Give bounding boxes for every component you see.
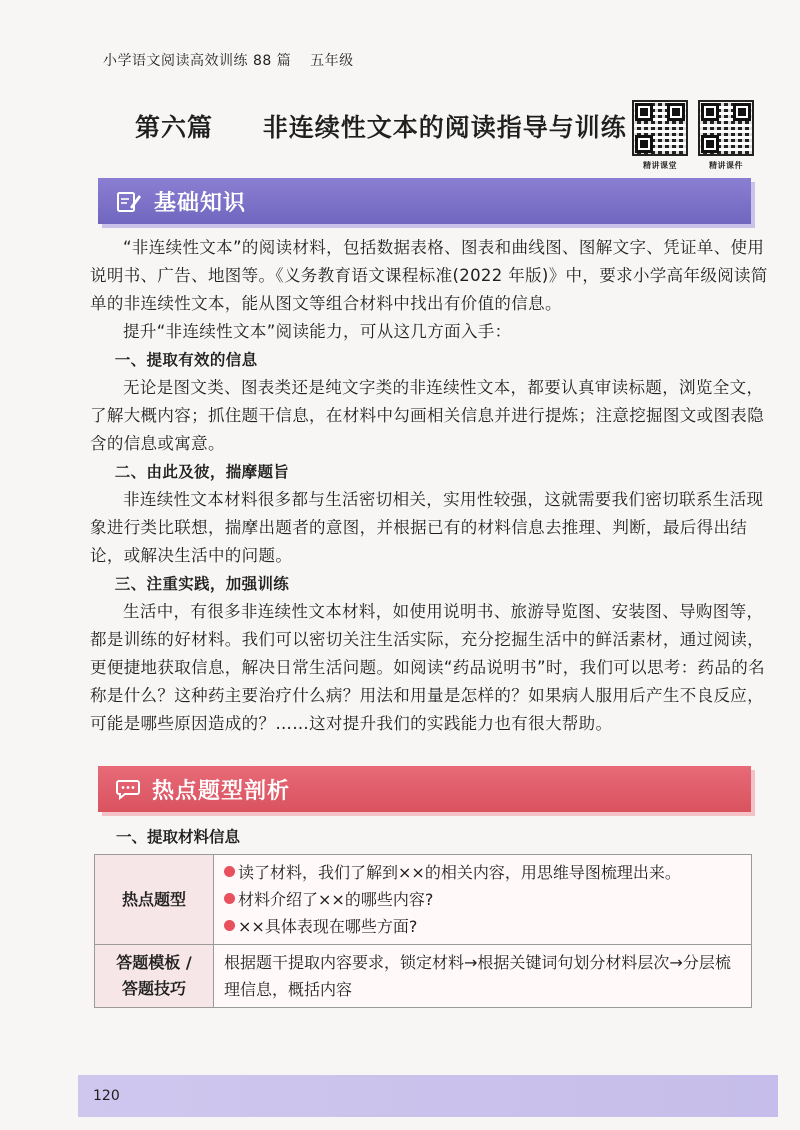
notepad-pencil-icon bbox=[116, 189, 142, 213]
list-item: 读了材料，我们了解到××的相关内容，用思维导图梳理出来。 bbox=[224, 859, 741, 886]
table-row bbox=[95, 855, 752, 945]
paragraph: 无论是图文类、图表类还是纯文字类的非连续性文本，都要认真审读标题，浏览全文，了解大概内容；抓住题干信息，在材料中勾画相关信息并进行提炼；注意挖掘图文或图表隐含的信息或寓意。 bbox=[90, 378, 764, 453]
list-item: 材料介绍了××的哪些内容? bbox=[224, 886, 741, 913]
paragraph: 生活中，有很多非连续性文本材料，如使用说明书、旅游导览图、安装图、导购图等，都是训练的好材料。我们可以密切关注生活实际，充分挖掘生活中的鲜活素材，通过阅读，更便捷地获取信息，解决日常生活问题。如阅读“药品说明书”时，我们可以思考：药品的名称是什么？这种药主要治疗什么病？用法和用量是怎样的？如果病人服用后产生不良反应，可能是哪些原因造成的？……这对提升我们的实践能力也有很大帮助。 bbox=[90, 602, 765, 733]
answer-template-cell: 根据题干提取内容要求，锁定材料→根据关键词句划分材料层次→分层梳理信息，概括内容 bbox=[214, 945, 752, 1008]
running-header bbox=[103, 50, 368, 70]
qr-caption: 精讲课件 bbox=[709, 161, 743, 170]
section-title: 热点题型剖析 bbox=[152, 778, 291, 804]
qr-code-lesson[interactable] bbox=[632, 100, 688, 171]
book-title: 小学语文阅读高效训练 88 篇 bbox=[103, 53, 292, 69]
subheading-extract-info: 一、提取材料信息 bbox=[116, 828, 241, 846]
bullet-dot-icon bbox=[224, 893, 235, 904]
section-banner-hot-topics bbox=[98, 766, 751, 812]
chapter-number: 第六篇 bbox=[135, 113, 214, 142]
qr-code-icon bbox=[632, 100, 688, 156]
list-item: ××具体表现在哪些方面? bbox=[224, 913, 741, 940]
chapter-name: 非连续性文本的阅读指导与训练 bbox=[262, 113, 627, 142]
section-title: 基础知识 bbox=[154, 190, 247, 216]
basic-knowledge-content bbox=[90, 234, 770, 738]
page-number: 120 bbox=[93, 1088, 120, 1104]
paragraph: “非连续性文本”的阅读材料，包括数据表格、图表和曲线图、图解文字、凭证单、使用说明书、广告、地图等。《义务教育语文课程标准(2022 年版)》中，要求小学高年级阅读简单的非连续性文本，能从图文等组合材料中找出有价值的信息。 bbox=[90, 238, 768, 313]
table-row bbox=[95, 945, 752, 1008]
subheading: 三、注重实践，加强训练 bbox=[114, 575, 290, 593]
paragraph: 非连续性文本材料很多都与生活密切相关，实用性较强，这就需要我们密切联系生活现象进行类比联想，揣摩出题者的意图，并根据已有的材料信息去推理、判断，最后得出结论，或解决生活中的问题。 bbox=[90, 490, 764, 565]
question-types-cell bbox=[214, 855, 752, 945]
hot-topic-table bbox=[94, 854, 752, 1008]
paragraph: 提升“非连续性文本”阅读能力，可从这几方面入手： bbox=[123, 322, 512, 341]
speech-bubble-icon bbox=[116, 778, 140, 800]
row-label: 答题模板 / 答题技巧 bbox=[95, 945, 214, 1008]
subheading: 一、提取有效的信息 bbox=[114, 351, 258, 369]
qr-code-icon bbox=[698, 100, 754, 156]
row-label: 热点题型 bbox=[95, 855, 214, 945]
qr-caption: 精讲课堂 bbox=[643, 161, 677, 170]
grade-label: 五年级 bbox=[310, 53, 354, 69]
footer-band bbox=[78, 1075, 778, 1117]
chapter-title bbox=[135, 108, 627, 144]
section-banner-basic-knowledge bbox=[98, 178, 751, 224]
subheading: 二、由此及彼，揣摩题旨 bbox=[114, 463, 290, 481]
qr-code-courseware[interactable] bbox=[698, 100, 754, 171]
bullet-dot-icon bbox=[224, 920, 235, 931]
bullet-dot-icon bbox=[224, 866, 235, 877]
